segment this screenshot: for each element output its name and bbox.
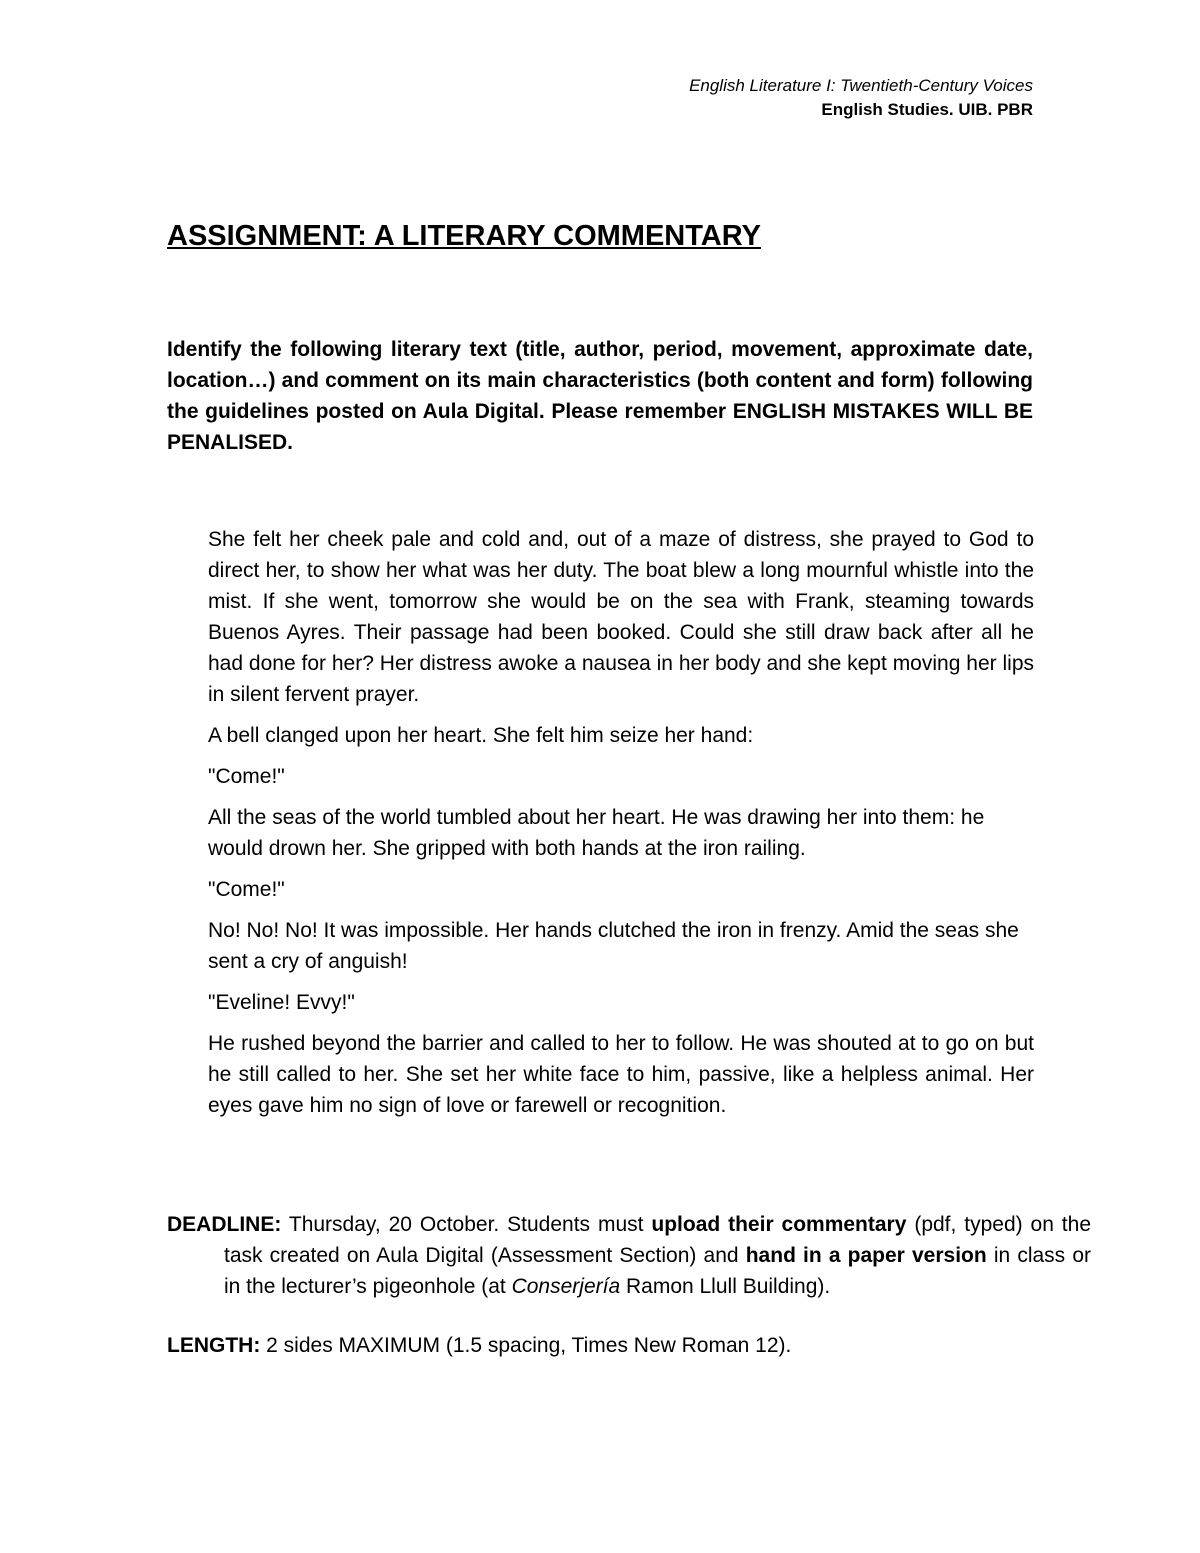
course-name: English Literature I: Twentieth-Century Voices <box>689 76 1033 95</box>
literary-excerpt <box>208 524 1034 1131</box>
excerpt-paragraph: No! No! No! It was impossible. Her hands clutched the iron in frenzy. Amid the seas she sent a cry of anguish! <box>208 919 1019 973</box>
excerpt-paragraph: A bell clanged upon her heart. She felt him seize her hand: <box>208 724 754 747</box>
page-header <box>689 74 1033 122</box>
excerpt-dialogue: "Eveline! Evvy!" <box>208 991 355 1014</box>
deadline-label: DEADLINE: <box>167 1213 282 1236</box>
length-paragraph <box>167 1330 791 1361</box>
deadline-text: Thursday, 20 October. Students must <box>281 1213 652 1236</box>
deadline-emphasis: upload their commentary <box>651 1213 907 1236</box>
length-text: 2 sides MAXIMUM (1.5 spacing, Times New Roman 12). <box>260 1334 792 1357</box>
length-label: LENGTH: <box>167 1334 261 1357</box>
excerpt-paragraph: All the seas of the world tumbled about her heart. He was drawing her into them: he would drown her. She gripped with both hands at the iron railing. <box>208 806 985 860</box>
excerpt-dialogue: "Come!" <box>208 765 285 788</box>
department-line: English Studies. UIB. PBR <box>821 100 1033 119</box>
deadline-paragraph <box>167 1209 1091 1302</box>
assignment-title: ASSIGNMENT: A LITERARY COMMENTARY <box>167 220 761 252</box>
deadline-italic: Conserjería <box>511 1275 621 1298</box>
deadline-text: (pdf, typed) on the task created on Aula Digital (Assessment Section) and <box>224 1213 1091 1267</box>
excerpt-paragraph: He rushed beyond the barrier and called to her to follow. He was shouted at to go on but he still called to her. She set her white face to him, passive, like a helpless animal. Her eyes gave him no sign of love or farewell or recognition. <box>208 1032 1034 1117</box>
instructions-paragraph: Identify the following literary text (title, author, period, movement, approximate date, location…) and comment on its main characteristics (both content and form) following the guidelines posted on Aula Digital. Please remember ENGLISH MISTAKES WILL BE PENALISED. <box>167 338 1033 454</box>
deadline-text: in class or in the lecturer’s pigeonhole (at <box>224 1244 1091 1298</box>
excerpt-paragraph: She felt her cheek pale and cold and, out of a maze of distress, she prayed to God to direct her, to show her what was her duty. The boat blew a long mournful whistle into the mist. If she went, tomorrow she would be on the sea with Frank, steaming towards Buenos Ayres. Their passage had been booked. Could she still draw back after all he had done for her? Her distress awoke a nausea in her body and she kept moving her lips in silent fervent prayer. <box>208 528 1034 706</box>
deadline-text: Ramon Llull Building). <box>620 1275 831 1298</box>
excerpt-dialogue: "Come!" <box>208 878 285 901</box>
deadline-emphasis: hand in a paper version <box>745 1244 987 1267</box>
